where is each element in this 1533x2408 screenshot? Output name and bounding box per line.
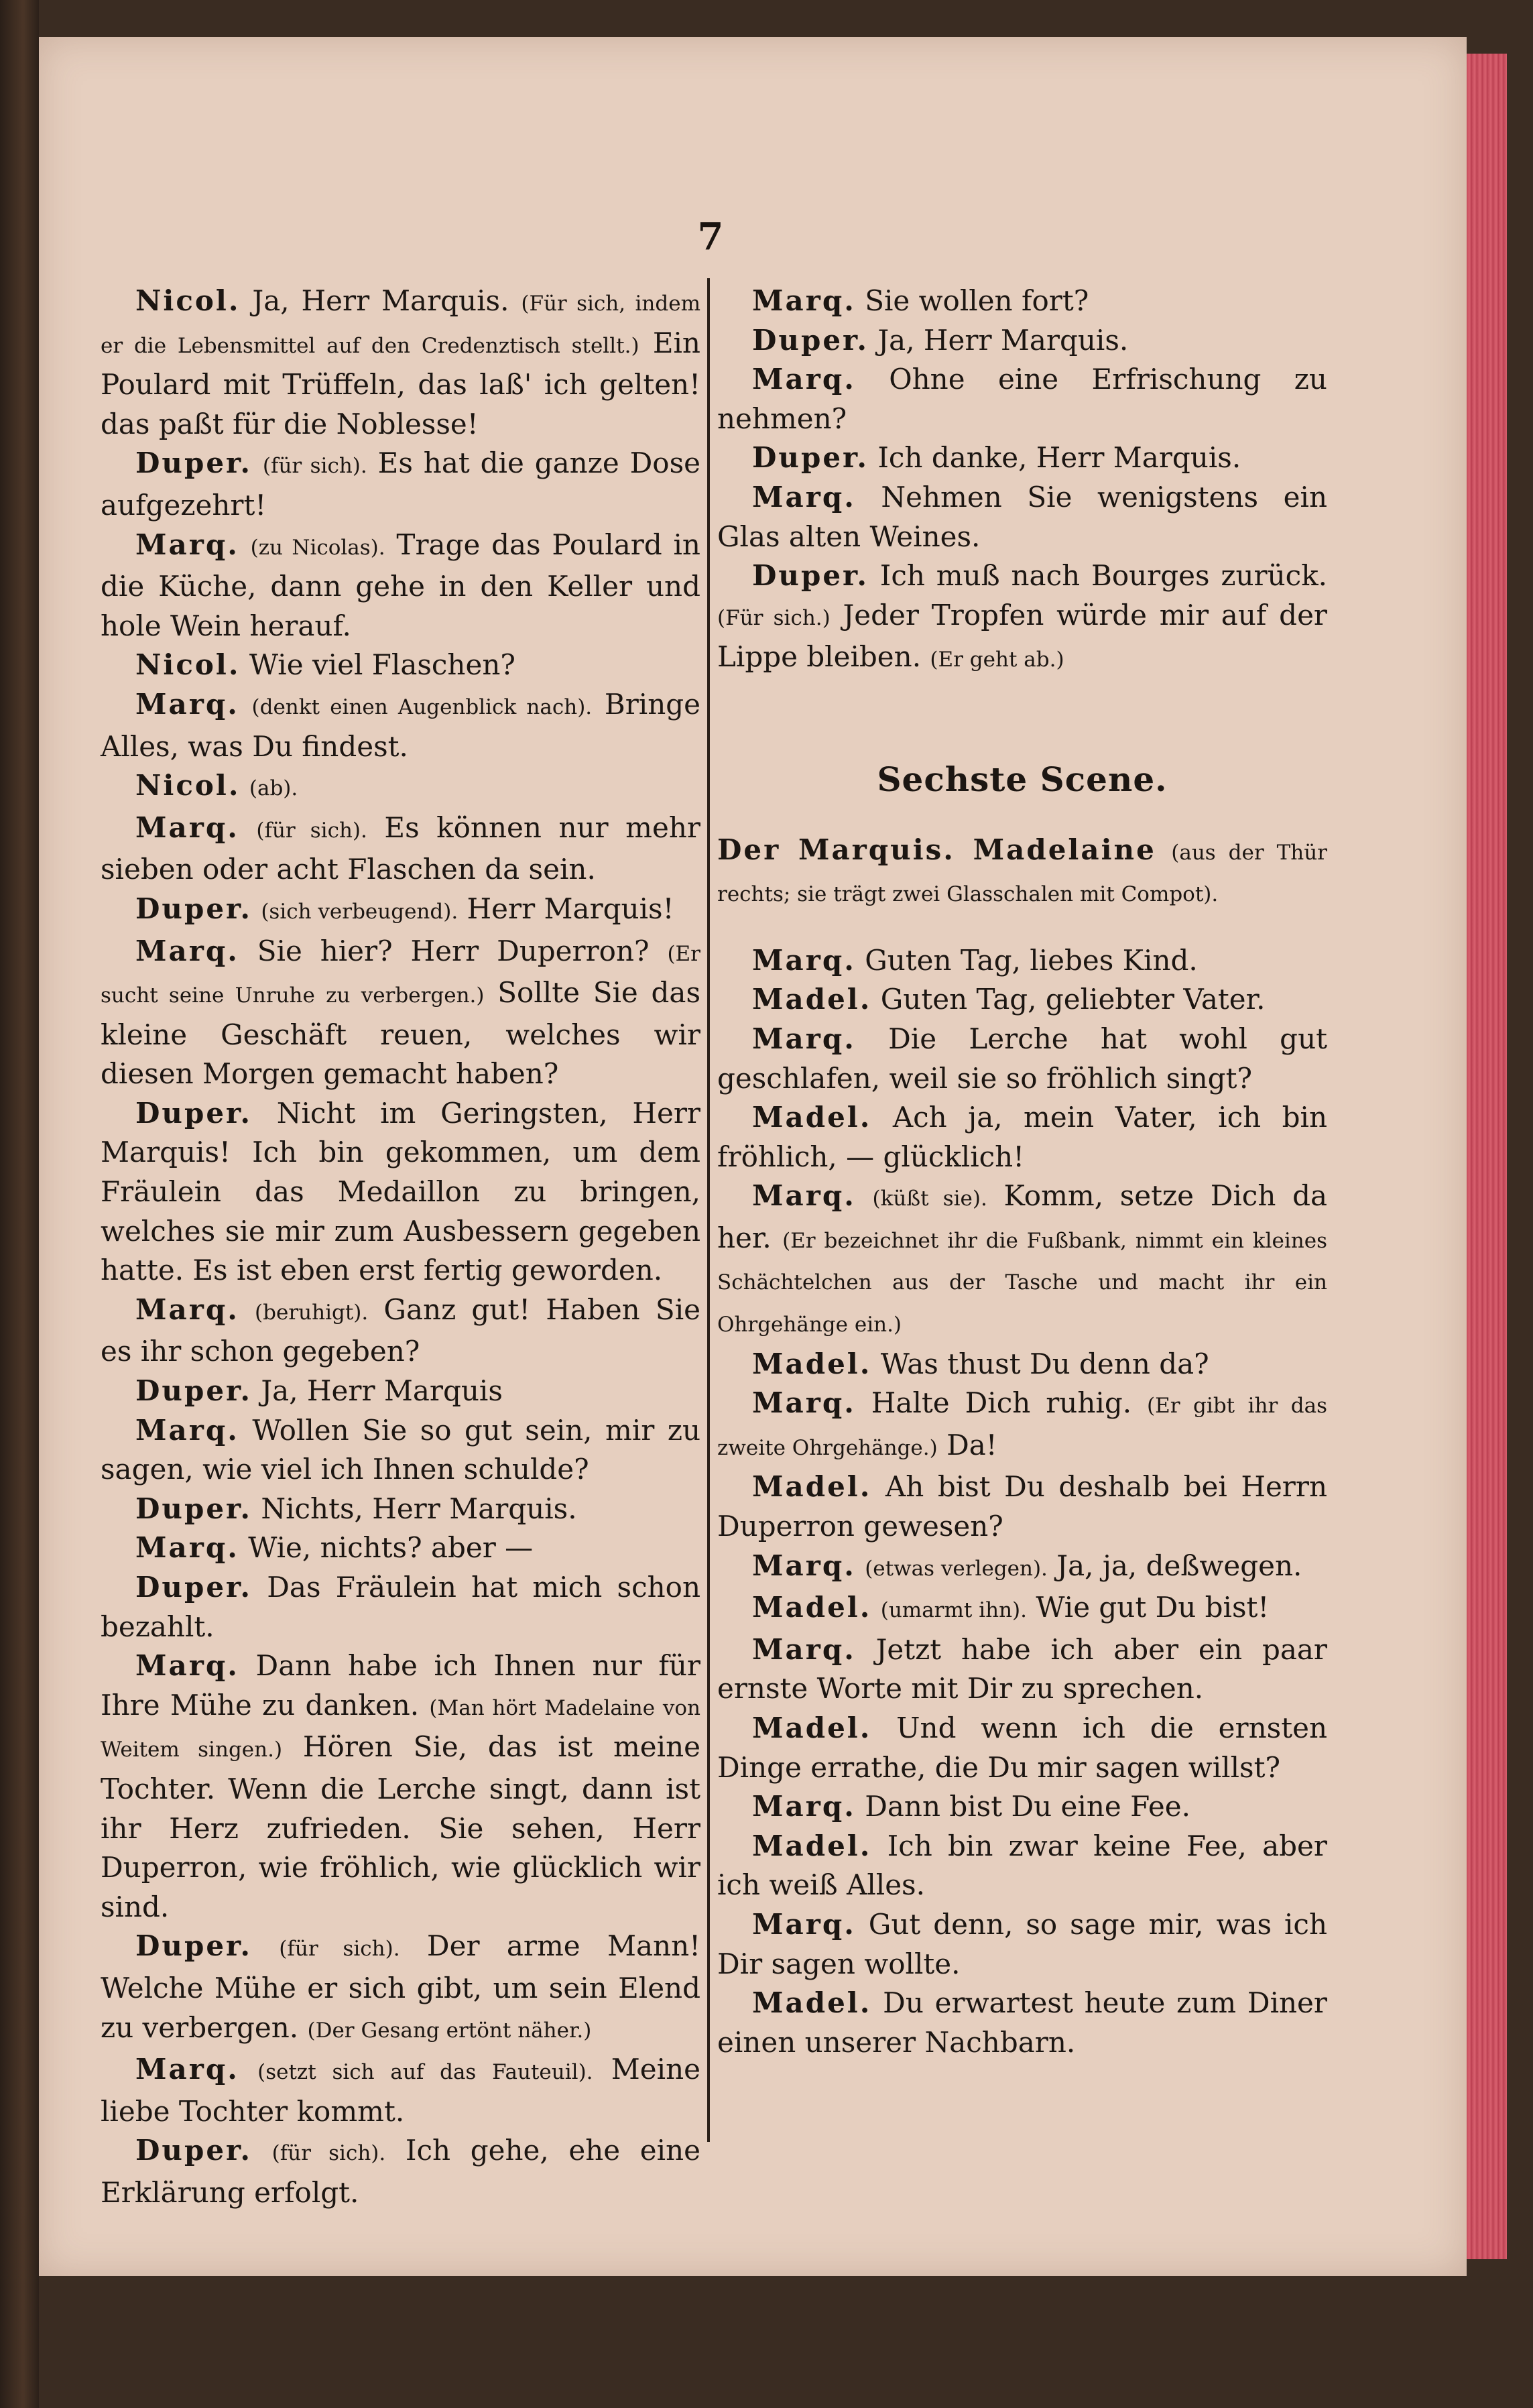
left-column bbox=[101, 282, 700, 2213]
stage-direction: (Er sucht seine Unruhe zu verbergen.) bbox=[101, 941, 700, 1008]
speaker-name: Marq. bbox=[135, 1649, 239, 1683]
dialogue-line bbox=[101, 1646, 700, 1927]
dialogue-text: Nehmen Sie wenigstens ein Glas alten Weines. bbox=[717, 480, 1327, 553]
speaker-name: Marq. bbox=[135, 2053, 239, 2086]
speaker-name: Marq. bbox=[752, 1386, 856, 1420]
dialogue-line bbox=[101, 1528, 700, 1568]
dialogue-text: Jetzt habe ich aber ein paar ernste Worte mit Dir zu sprechen. bbox=[717, 1632, 1328, 1705]
scene-gap bbox=[717, 914, 1327, 941]
speaker-name: Duper. bbox=[135, 1571, 252, 1604]
dialogue-line bbox=[101, 526, 700, 646]
dialogue-text: Sollte Sie das kleine Geschäft reuen, welches wir diesen Morgen gemacht haben? bbox=[101, 976, 700, 1091]
dialogue-text: Komm, setze Dich da her. bbox=[717, 1179, 1327, 1254]
dialogue-line bbox=[717, 1905, 1327, 1984]
dialogue-line bbox=[717, 1098, 1327, 1177]
stage-direction: (Er gibt ihr das zweite Ohrgehänge.) bbox=[717, 1394, 1327, 1460]
speaker-name: Madel. bbox=[752, 983, 872, 1016]
dialogue-line bbox=[717, 1984, 1327, 2062]
dialogue-text: Halte Dich ruhig. bbox=[871, 1386, 1148, 1420]
speaker-name: Marq. bbox=[135, 810, 239, 844]
dialogue-text: Gut denn, so sage mir, was ich Dir sagen wollte. bbox=[717, 1907, 1327, 1980]
stage-direction: (Für sich, indem er die Lebensmittel auf den Credenztisch stellt.) bbox=[101, 292, 700, 358]
dialogue-text: Wie gut Du bist! bbox=[1027, 1591, 1270, 1624]
speaker-name: Duper. bbox=[135, 1929, 252, 1963]
dialogue-line bbox=[717, 941, 1327, 981]
stage-direction: (etwas verlegen). bbox=[865, 1556, 1048, 1581]
speaker-name: Madel. bbox=[752, 1347, 872, 1380]
stage-direction: (für sich). bbox=[262, 454, 367, 479]
dialogue-line bbox=[717, 1787, 1327, 1827]
dialogue-line bbox=[717, 1467, 1327, 1546]
right-column bbox=[717, 282, 1327, 2062]
dialogue-text: Du erwartest heute zum Diner einen unserer Nachbarn. bbox=[717, 1986, 1327, 2059]
dialogue-line bbox=[717, 1709, 1327, 1787]
scene-cast-lead: Der Marquis. Madelaine bbox=[717, 833, 1156, 866]
speaker-name: Marq. bbox=[752, 480, 856, 514]
dialogue-line bbox=[101, 444, 700, 525]
speaker-name: Marq. bbox=[752, 1632, 856, 1666]
speaker-name: Marq. bbox=[752, 363, 856, 396]
right-column-top bbox=[717, 282, 1327, 680]
dialogue-line bbox=[717, 438, 1327, 478]
dialogue-text: Ah bist Du deshalb bei Herrn Duperron gewesen? bbox=[717, 1470, 1328, 1543]
speaker-name: Duper. bbox=[135, 1374, 252, 1408]
dialogue-text: Sie hier? Herr Duperron? bbox=[257, 934, 668, 967]
dialogue-line bbox=[101, 1094, 700, 1290]
speaker-name: Marq. bbox=[752, 1549, 856, 1582]
speaker-name: Marq. bbox=[135, 934, 239, 967]
dialogue-line bbox=[717, 980, 1327, 1020]
dialogue-text: Ohne eine Erfrischung zu nehmen? bbox=[717, 363, 1327, 435]
speaker-name: Duper. bbox=[135, 2134, 252, 2167]
dialogue-line bbox=[717, 282, 1327, 321]
dialogue-line bbox=[717, 1630, 1327, 1709]
stage-direction: (Man hört Madelaine von Weitem singen.) bbox=[101, 1695, 701, 1762]
book-cover-left bbox=[0, 0, 39, 2408]
scene-cast-direction: (aus der Thür rechts; sie trägt zwei Glasschalen mit Compot). bbox=[717, 840, 1327, 907]
dialogue-line bbox=[101, 1927, 700, 2050]
stage-direction: (beruhigt). bbox=[255, 1300, 369, 1325]
stage-direction: (denkt einen Augenblick nach). bbox=[251, 695, 593, 719]
stage-direction: (umarmt ihn). bbox=[880, 1598, 1027, 1623]
speaker-name: Duper. bbox=[752, 559, 869, 593]
column-divider bbox=[707, 278, 710, 2142]
speaker-name: Nicol. bbox=[135, 769, 241, 802]
speaker-name: Nicol. bbox=[135, 284, 241, 317]
dialogue-line bbox=[101, 685, 700, 766]
dialogue-line bbox=[717, 1345, 1327, 1384]
dialogue-line bbox=[101, 1372, 700, 1411]
dialogue-text: Dann bist Du eine Fee. bbox=[865, 1790, 1190, 1823]
dialogue-text: Nichts, Herr Marquis. bbox=[261, 1492, 577, 1525]
dialogue-text: Bringe Alles, was Du findest. bbox=[101, 687, 701, 763]
dialogue-text: Herr Marquis! bbox=[458, 892, 674, 925]
dialogue-text: Ja, ja, deßwegen. bbox=[1047, 1549, 1302, 1582]
speaker-name: Madel. bbox=[752, 1986, 872, 2020]
stage-direction: (setzt sich auf das Fauteuil). bbox=[257, 2060, 593, 2085]
dialogue-line bbox=[717, 321, 1327, 361]
dialogue-line bbox=[101, 1290, 700, 1372]
dialogue-line bbox=[101, 1490, 700, 1529]
dialogue-text: Ja, Herr Marquis bbox=[261, 1374, 503, 1408]
speaker-name: Marq. bbox=[752, 1022, 856, 1055]
dialogue-text: Wie, nichts? aber — bbox=[248, 1531, 534, 1565]
dialogue-text: Wollen Sie so gut sein, mir zu sagen, wie viel ich Ihnen schulde? bbox=[101, 1413, 700, 1486]
dialogue-line bbox=[717, 478, 1327, 556]
dialogue-text: Meine liebe Tochter kommt. bbox=[101, 2053, 700, 2128]
scene-title: Sechste Scene. bbox=[877, 759, 1168, 799]
speaker-name: Marq. bbox=[135, 1531, 239, 1565]
dialogue-line bbox=[717, 1588, 1327, 1630]
speaker-name: Marq. bbox=[752, 1179, 856, 1213]
dialogue-line bbox=[101, 808, 700, 890]
dialogue-text: Ganz gut! Haben Sie es ihr schon gegeben? bbox=[101, 1292, 700, 1368]
dialogue-line bbox=[101, 2131, 700, 2212]
dialogue-text: Was thust Du denn da? bbox=[880, 1347, 1209, 1380]
speaker-name: Duper. bbox=[752, 323, 869, 357]
dialogue-text: Da! bbox=[937, 1428, 997, 1461]
dialogue-line bbox=[717, 1020, 1327, 1098]
dialogue-text: Ja, Herr Marquis. bbox=[252, 284, 522, 317]
dialogue-text: Jeder Tropfen würde mir auf der Lippe bleiben. bbox=[717, 598, 1327, 674]
dialogue-text: Ja, Herr Marquis. bbox=[877, 323, 1129, 357]
dialogue-text: Es können nur mehr sieben oder acht Flaschen da sein. bbox=[101, 810, 700, 886]
dialogue-text: Ich muß nach Bourges zurück. bbox=[879, 559, 1328, 593]
dialogue-text: Die Lerche hat wohl gut geschlafen, weil sie so fröhlich singt? bbox=[717, 1022, 1327, 1095]
speaker-name: Marq. bbox=[135, 528, 239, 561]
stage-direction: (ab). bbox=[249, 776, 298, 801]
stage-direction: (sich verbeugend). bbox=[261, 899, 458, 924]
stage-direction: (zu Nicolas). bbox=[250, 535, 385, 560]
speaker-name: Madel. bbox=[752, 1711, 872, 1744]
dialogue-line bbox=[101, 890, 700, 932]
dialogue-line bbox=[101, 932, 700, 1094]
dialogue-line bbox=[101, 1411, 700, 1490]
dialogue-line bbox=[717, 1384, 1327, 1467]
scene-cast bbox=[717, 831, 1327, 914]
speaker-name: Nicol. bbox=[135, 648, 241, 682]
stage-direction: (für sich). bbox=[271, 2141, 386, 2166]
dialogue-text: Guten Tag, liebes Kind. bbox=[865, 943, 1198, 977]
dialogue-text: Ich bin zwar keine Fee, aber ich weiß Alles. bbox=[717, 1829, 1327, 1902]
stage-direction: (Er bezeichnet ihr die Fußbank, nimmt ein kleines Schächtelchen aus der Tasche und macht ihr ein Ohrgehänge ein.) bbox=[717, 1228, 1327, 1337]
dialogue-text: Der arme Mann! Welche Mühe er sich gibt, um sein Elend zu verbergen. bbox=[101, 1929, 701, 2044]
speaker-name: Marq. bbox=[752, 284, 856, 317]
dialogue-text: Und wenn ich die ernsten Dinge errathe, die Du mir sagen willst? bbox=[717, 1711, 1327, 1784]
stage-direction: (Er geht ab.) bbox=[930, 648, 1064, 672]
dialogue-line bbox=[101, 282, 700, 444]
dialogue-line bbox=[101, 1568, 700, 1646]
speaker-name: Marq. bbox=[752, 943, 856, 977]
dialogue-line bbox=[101, 2050, 700, 2131]
speaker-name: Marq. bbox=[752, 1907, 856, 1941]
stage-direction: (für sich). bbox=[256, 818, 367, 843]
dialogue-text: Ich gehe, ehe eine Erklärung erfolgt. bbox=[101, 2134, 700, 2209]
dialogue-text: Sie wollen fort? bbox=[865, 284, 1089, 317]
speaker-name: Duper. bbox=[135, 1492, 252, 1525]
dialogue-text: Nicht im Geringsten, Herr Marquis! Ich bin gekommen, um dem Fräulein das Medaillon zu bringen, welches sie mir zum Ausbessern gegeben hatte. Es ist eben erst fertig geworden. bbox=[101, 1096, 700, 1287]
dialogue-line bbox=[717, 1177, 1327, 1344]
dialogue-line bbox=[717, 556, 1327, 680]
speaker-name: Duper. bbox=[752, 441, 869, 475]
dialogue-line bbox=[717, 1827, 1327, 1905]
speaker-name: Marq. bbox=[135, 1292, 239, 1326]
dialogue-text: Es hat die ganze Dose aufgezehrt! bbox=[101, 446, 700, 522]
dialogue-line bbox=[101, 766, 700, 808]
dialogue-text: Hören Sie, das ist meine Tochter. Wenn die Lerche singt, dann ist ihr Herz zufrieden. Sie sehen, Herr Duperron, wie fröhlich, wie glücklich wir sind. bbox=[101, 1730, 700, 1923]
speaker-name: Duper. bbox=[135, 1096, 252, 1130]
stage-direction: (für sich). bbox=[279, 1937, 400, 1962]
speaker-name: Duper. bbox=[135, 446, 252, 480]
speaker-name: Duper. bbox=[135, 892, 252, 925]
stage-direction: (Der Gesang ertönt näher.) bbox=[307, 2018, 592, 2043]
speaker-name: Marq. bbox=[135, 1413, 239, 1447]
speaker-name: Madel. bbox=[752, 1591, 872, 1624]
page-number: 7 bbox=[697, 215, 724, 259]
dialogue-text: Trage das Poulard in die Küche, dann gehe in den Keller und hole Wein herauf. bbox=[101, 528, 700, 642]
right-column-bottom bbox=[717, 941, 1327, 2063]
page-edge-red bbox=[1467, 54, 1507, 2259]
speaker-name: Madel. bbox=[752, 1101, 872, 1134]
dialogue-text: Wie viel Flaschen? bbox=[249, 648, 515, 682]
dialogue-line bbox=[101, 646, 700, 685]
speaker-name: Madel. bbox=[752, 1470, 872, 1504]
stage-direction: (küßt sie). bbox=[872, 1187, 987, 1211]
dialogue-text: Guten Tag, geliebter Vater. bbox=[880, 983, 1266, 1016]
dialogue-text: Das Fräulein hat mich schon bezahlt. bbox=[101, 1571, 700, 1643]
speaker-name: Marq. bbox=[135, 687, 239, 721]
dialogue-text: Ach ja, mein Vater, ich bin fröhlich, — glücklich! bbox=[717, 1101, 1327, 1173]
dialogue-text: Ein Poulard mit Trüffeln, das laß' ich gelten! das paßt für die Noblesse! bbox=[101, 326, 700, 440]
dialogue-text: Dann habe ich Ihnen nur für Ihre Mühe zu danken. bbox=[101, 1649, 700, 1722]
dialogue-text: Ich danke, Herr Marquis. bbox=[877, 441, 1241, 475]
dialogue-line bbox=[717, 360, 1327, 438]
speaker-name: Marq. bbox=[752, 1790, 856, 1823]
speaker-name: Madel. bbox=[752, 1829, 872, 1862]
stage-direction: (Für sich.) bbox=[717, 605, 831, 630]
dialogue-line bbox=[717, 1547, 1327, 1589]
